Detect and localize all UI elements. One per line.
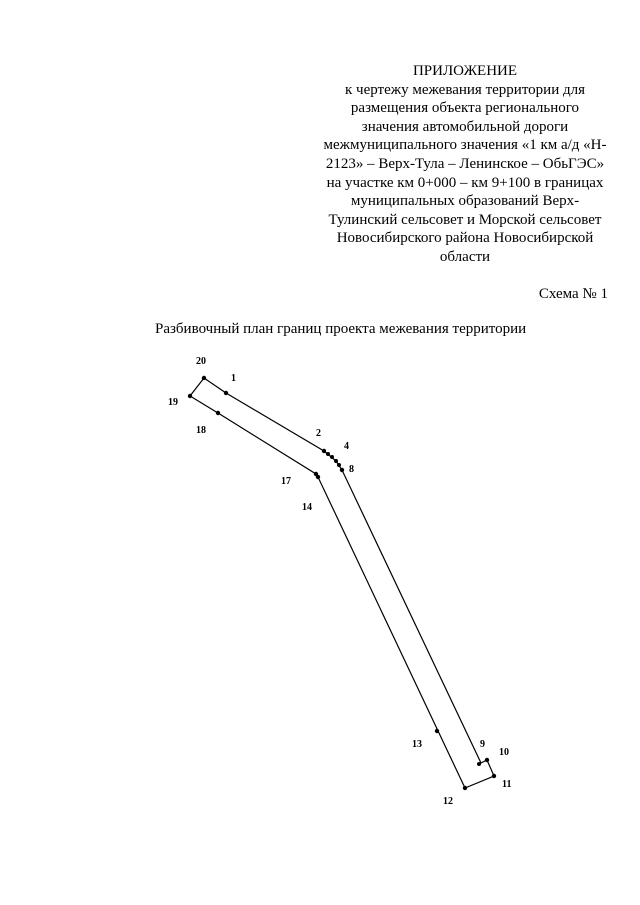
vertex-2 (322, 449, 326, 453)
plan-title: Разбивочный план границ проекта межевания территории (155, 321, 527, 337)
label-12: 12 (443, 796, 453, 807)
appendix-line: области (439, 248, 491, 265)
appendix-line: 2123» – Верх-Тула – Ленинское – ОбьГЭС» (325, 155, 605, 172)
vertex-10 (485, 758, 489, 762)
vertex-19 (188, 394, 192, 398)
label-2: 2 (316, 428, 321, 439)
vertex-3 (326, 452, 330, 456)
boundary-polygon (190, 378, 494, 788)
label-11: 11 (502, 779, 512, 790)
label-14: 14 (302, 502, 312, 513)
label-19: 19 (168, 397, 178, 408)
vertex-17 (314, 472, 318, 476)
appendix-title: ПРИЛОЖЕНИЕ (412, 63, 518, 79)
vertex-18 (216, 411, 220, 415)
label-8: 8 (349, 464, 354, 475)
vertex-13 (435, 729, 439, 733)
appendix-line: на участке км 0+000 – км 9+100 в границах (326, 174, 604, 191)
vertex-20 (202, 376, 206, 380)
vertex-dots (188, 376, 496, 790)
vertex-11 (492, 774, 496, 778)
vertex-9 (477, 762, 481, 766)
vertex-12 (463, 786, 467, 790)
appendix-line: межмуниципального значения «1 км а/д «Н- (323, 137, 607, 154)
vertex-1 (224, 391, 228, 395)
label-20: 20 (196, 356, 206, 367)
vertex-labels (168, 356, 511, 807)
label-13: 13 (412, 739, 422, 750)
vertex-4 (330, 455, 334, 459)
vertex-6 (337, 463, 341, 467)
appendix-line: муниципальных образований Верх- (350, 193, 580, 210)
label-4: 4 (344, 441, 349, 452)
appendix-line: значения автомобильной дороги (361, 118, 569, 135)
label-18: 18 (196, 425, 206, 436)
appendix-line: размещения объекта регионального (350, 100, 580, 117)
label-9: 9 (480, 739, 485, 750)
appendix-line: к чертежу межевания территории для (344, 81, 585, 98)
appendix-line: Новосибирского района Новосибирской (336, 230, 594, 247)
scheme-number: Схема № 1 (538, 286, 608, 302)
vertex-8 (340, 468, 344, 472)
label-17: 17 (281, 476, 291, 487)
label-10: 10 (499, 747, 509, 758)
appendix-line: Тулинский сельсовет и Морской сельсовет (328, 211, 602, 228)
vertex-5 (334, 459, 338, 463)
label-1: 1 (231, 373, 236, 384)
